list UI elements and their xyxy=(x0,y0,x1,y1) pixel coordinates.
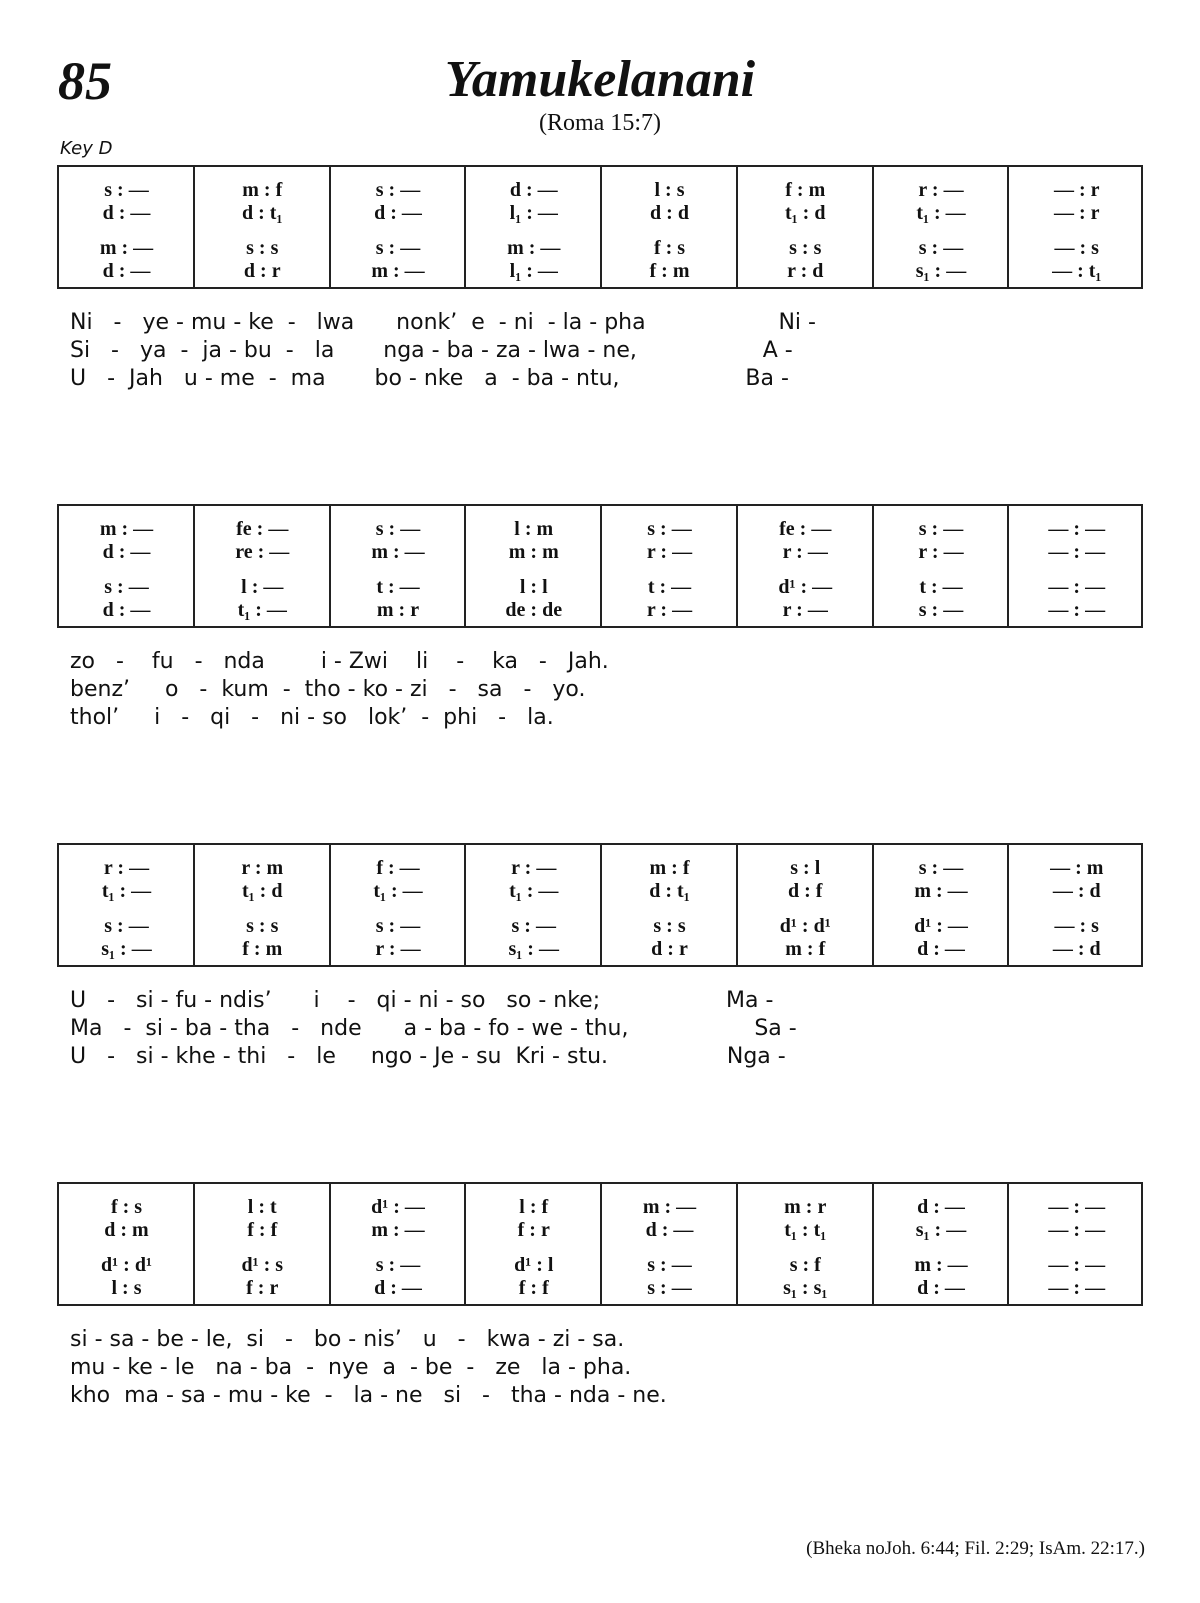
note-cell: l : — xyxy=(241,576,284,598)
note-cell: f : m xyxy=(242,938,283,960)
note-cell: d : — xyxy=(102,260,151,282)
note-cell: r : — xyxy=(511,857,557,879)
note-cell: — : r xyxy=(1053,179,1100,201)
note-cell: t₁ : t₁ xyxy=(784,1219,827,1241)
note-cell: d : f xyxy=(788,880,823,902)
note-cell: f : r xyxy=(246,1277,279,1299)
note-cell: s : — xyxy=(104,576,149,598)
note-cell: l₁ : — xyxy=(509,202,558,224)
note-cell: s : — xyxy=(647,518,692,540)
note-cell: d : — xyxy=(374,202,422,224)
note-cell: s : — xyxy=(375,518,421,540)
note-cell: r : — xyxy=(782,599,828,621)
lyric-line: benz’ o - kum - tho - ko - zi - sa - yo. xyxy=(70,677,586,702)
note-cell: l : t xyxy=(247,1196,277,1218)
note-cell: l : s xyxy=(111,1277,142,1299)
note-cell: s : — xyxy=(104,915,149,937)
note-cell: t : — xyxy=(647,576,692,598)
note-cell: d¹ : d¹ xyxy=(779,915,831,937)
note-cell: fe : — xyxy=(779,518,832,540)
note-cell: s : — xyxy=(375,915,421,937)
note-cell: d : — xyxy=(645,1219,694,1241)
hymn-title: Yamukelanani xyxy=(444,51,756,108)
note-cell: f : — xyxy=(376,857,420,879)
note-cell: d : d xyxy=(650,202,689,224)
note-cell: f : s xyxy=(653,237,686,259)
note-cell: m : — xyxy=(914,1254,968,1276)
note-cell: s : s xyxy=(246,915,279,937)
note-cell: m : — xyxy=(371,260,425,282)
note-cell: d : — xyxy=(102,541,151,563)
note-cell: s₁ : — xyxy=(915,1219,967,1241)
note-cell: f : m xyxy=(649,260,690,282)
note-cell: t₁ : d xyxy=(242,880,283,902)
note-cell: l : s xyxy=(654,179,685,201)
note-cell: d : t₁ xyxy=(242,202,283,224)
note-cell: s₁ : — xyxy=(915,260,967,282)
scripture-reference: (Roma 15:7) xyxy=(539,110,661,136)
note-cell: l₁ : — xyxy=(509,260,558,282)
note-cell: s : — xyxy=(647,1254,692,1276)
note-cell: l : f xyxy=(519,1196,549,1218)
note-cell: m : r xyxy=(784,1196,827,1218)
note-cell: t₁ : — xyxy=(373,880,423,902)
lyric-line: Si - ya - ja - bu - la nga - ba - za - lwa - ne, A - xyxy=(70,338,793,363)
lyric-line: Ma - si - ba - tha - nde a - ba - fo - we - thu, Sa - xyxy=(70,1016,797,1041)
lyric-line: thol’ i - qi - ni - so lok’ - phi - la. xyxy=(70,705,554,730)
lyric-line: U - si - khe - thi - le ngo - Je - su Kri - stu. Nga - xyxy=(70,1044,786,1069)
note-cell: — : — xyxy=(1048,1196,1106,1218)
note-cell: s : — xyxy=(104,179,149,201)
note-cell: f : f xyxy=(518,1277,549,1299)
note-cell: d¹ : — xyxy=(371,1196,425,1218)
lyric-line: Ni - ye - mu - ke - lwa nonk’ e - ni - la - pha Ni - xyxy=(70,310,816,335)
note-cell: t : — xyxy=(376,576,420,598)
note-cell: s₁ : s₁ xyxy=(783,1277,828,1299)
note-cell: — : — xyxy=(1048,576,1106,598)
note-cell: — : t₁ xyxy=(1052,260,1102,282)
note-cell: r : — xyxy=(918,541,964,563)
note-cell: d¹ : s xyxy=(241,1254,284,1276)
note-cell: d¹ : — xyxy=(914,915,968,937)
note-cell: m : — xyxy=(99,518,154,540)
note-cell: — : — xyxy=(1048,541,1106,563)
lyric-line: U - Jah u - me - ma bo - nke a - ba - ntu, Ba - xyxy=(70,366,789,391)
note-cell: — : s xyxy=(1054,237,1099,259)
note-cell: d : — xyxy=(102,202,151,224)
note-cell: — : m xyxy=(1050,857,1104,879)
note-cell: t₁ : — xyxy=(237,599,287,621)
music-system xyxy=(57,504,1143,628)
note-cell: t₁ : — xyxy=(101,880,152,902)
note-cell: t₁ : — xyxy=(509,880,559,902)
note-cell: s : — xyxy=(918,237,964,259)
note-cell: l : m xyxy=(514,518,554,540)
lyric-line: zo - fu - nda i - Zwi li - ka - Jah. xyxy=(70,649,609,674)
note-cell: m : — xyxy=(371,541,425,563)
note-cell: m : f xyxy=(785,938,826,960)
note-cell: s : l xyxy=(790,857,821,879)
lyric-line: mu - ke - le na - ba - nye a - be - ze la - pha. xyxy=(70,1355,632,1380)
lyric-line: U - si - fu - ndis’ i - qi - ni - so so - nke; Ma - xyxy=(70,988,774,1013)
note-cell: — : — xyxy=(1048,599,1106,621)
note-cell: d¹ : — xyxy=(778,576,833,598)
note-cell: r : — xyxy=(646,541,693,563)
footer-references: (Bheka noJoh. 6:44; Fil. 2:29; IsAm. 22:17.) xyxy=(806,1538,1145,1559)
note-cell: s : f xyxy=(789,1254,821,1276)
note-cell: re : — xyxy=(235,541,290,563)
note-cell: m : f xyxy=(242,179,283,201)
note-cell: r : m xyxy=(241,857,284,879)
note-cell: d : t₁ xyxy=(649,880,690,902)
note-cell: m : — xyxy=(371,1219,425,1241)
note-cell: s : — xyxy=(375,237,421,259)
note-cell: r : — xyxy=(375,938,421,960)
note-cell: d : m xyxy=(104,1219,149,1241)
note-cell: s : — xyxy=(375,1254,421,1276)
note-cell: l : l xyxy=(519,576,548,598)
key-signature: Key D xyxy=(60,138,113,159)
note-cell: r : — xyxy=(646,599,693,621)
note-cell: — : d xyxy=(1052,880,1101,902)
note-cell: s : s xyxy=(653,915,686,937)
note-cell: d¹ : l xyxy=(514,1254,554,1276)
note-cell: — : — xyxy=(1048,1219,1106,1241)
note-cell: fe : — xyxy=(236,518,289,540)
note-cell: s : s xyxy=(246,237,279,259)
note-cell: r : — xyxy=(103,857,150,879)
music-system xyxy=(57,165,1143,289)
note-cell: d : — xyxy=(917,1196,965,1218)
note-cell: m : — xyxy=(507,237,561,259)
note-cell: s : — xyxy=(918,857,964,879)
note-cell: d : — xyxy=(102,599,151,621)
note-cell: d : — xyxy=(917,1277,965,1299)
note-cell: d : r xyxy=(651,938,688,960)
note-cell: — : — xyxy=(1048,1277,1106,1299)
note-cell: d : — xyxy=(509,179,558,201)
note-cell: t₁ : — xyxy=(916,202,966,224)
note-cell: r : — xyxy=(918,179,964,201)
note-cell: m : m xyxy=(508,541,559,563)
note-cell: m : — xyxy=(642,1196,697,1218)
music-system xyxy=(57,1182,1143,1306)
note-cell: s : — xyxy=(918,518,964,540)
note-cell: s : — xyxy=(647,1277,692,1299)
note-cell: t₁ : d xyxy=(785,202,826,224)
note-cell: — : d xyxy=(1052,938,1101,960)
note-cell: s₁ : — xyxy=(508,938,559,960)
note-cell: d : — xyxy=(917,938,965,960)
note-cell: f : s xyxy=(110,1196,143,1218)
lyric-line: si - sa - be - le, si - bo - nis’ u - kwa - zi - sa. xyxy=(70,1327,625,1352)
note-cell: r : d xyxy=(787,260,824,282)
music-system xyxy=(57,843,1143,967)
note-cell: f : f xyxy=(247,1219,278,1241)
note-cell: s : s xyxy=(789,237,822,259)
hymn-number: 85 xyxy=(58,51,112,111)
note-cell: r : — xyxy=(782,541,828,563)
note-cell: d¹ : d¹ xyxy=(101,1254,152,1276)
note-cell: — : — xyxy=(1048,518,1106,540)
note-cell: de : de xyxy=(505,599,563,621)
note-cell: m : — xyxy=(914,880,968,902)
note-cell: m : f xyxy=(649,857,690,879)
note-cell: — : r xyxy=(1053,202,1100,224)
note-cell: — : s xyxy=(1054,915,1099,937)
note-cell: s : — xyxy=(918,599,964,621)
note-cell: f : m xyxy=(785,179,826,201)
note-cell: d : — xyxy=(374,1277,422,1299)
note-cell: t : — xyxy=(919,576,963,598)
note-cell: m : r xyxy=(376,599,420,621)
note-cell: s : — xyxy=(511,915,556,937)
note-cell: m : — xyxy=(99,237,154,259)
lyric-line: kho ma - sa - mu - ke - la - ne si - tha - nda - ne. xyxy=(70,1383,667,1408)
note-cell: s₁ : — xyxy=(101,938,152,960)
note-cell: — : — xyxy=(1048,1254,1106,1276)
note-cell: s : — xyxy=(375,179,421,201)
note-cell: f : r xyxy=(517,1219,550,1241)
note-cell: d : r xyxy=(243,260,281,282)
